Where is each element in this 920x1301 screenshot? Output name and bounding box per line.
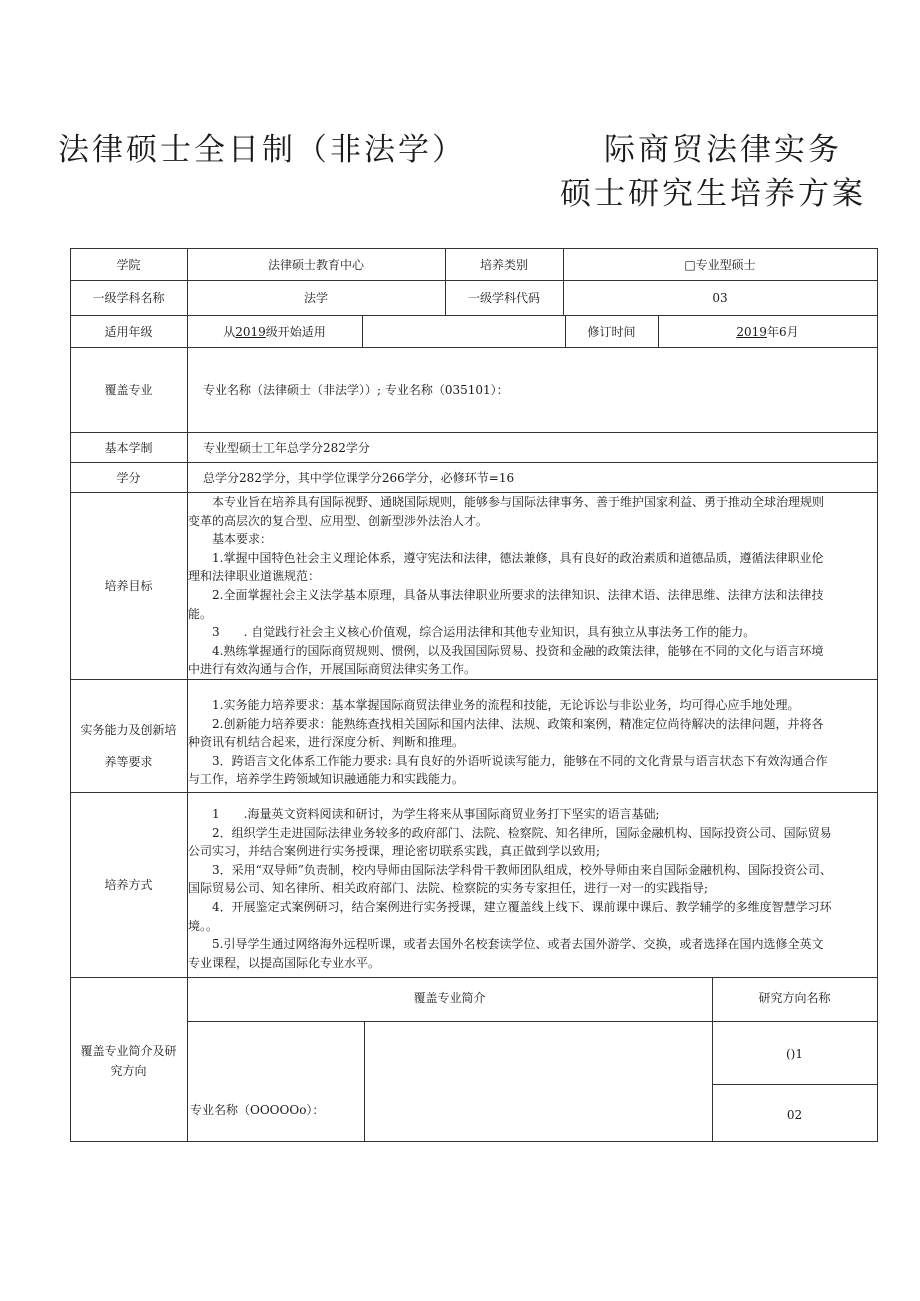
research-direction-2: 02 <box>786 1108 803 1122</box>
row-divider <box>70 432 878 433</box>
practical-innovation-text: 1.实务能力培养要求：基本掌握国际商贸法律业务的流程和技能，无论诉讼与非讼业务，均可得心应手地处理。 2.创新能力培养要求：能熟练查找相关国际和国内法律、法规、政策和案例，精准定位尚待解决的法律问题，并将各 种资讯有机结合起来，进行深度分析、判断和推理。 3．跨语言文化体系工作能力要求: 具有良好的外语听说读写能力，能够在不同的文化背景与语言状态下有效沟通合作 与工作，培养学生跨领域知识融通能力和实践能力。 <box>188 698 828 787</box>
row-divider <box>70 347 878 348</box>
header-major-intro: 覆盖专业简介 <box>413 991 486 1005</box>
col-divider <box>187 248 188 1142</box>
training-plan-table <box>70 248 878 1142</box>
page-title-line2: 硕士研究生培养方案 <box>560 176 866 212</box>
page-title-line1-right: 际商贸法律实务 <box>604 132 842 168</box>
row-divider <box>70 315 878 316</box>
header-research-direction: 研究方向名称 <box>758 991 831 1005</box>
credits-value: 总学分282学分，其中学位课学分266学分，必修环节=16 <box>203 471 515 485</box>
training-objectives-text: 本专业旨在培养具有国际视野、通晓国际规则，能够参与国际法律事务、善于维护国家利益、勇于推动全球治理规则 变革的高层次的复合型、应用型、创新型涉外法治人才。 基本要求： 1.掌握中国特色社会主义理论体系，遵守宪法和法律，德法兼修，具有良好的政治素质和道德品质，遵循法律职业伦 理和法律职业道谯规范： 2.全面掌握社会主义法学基本原理，具备从事法律职业所要求的法律知识、法律术语、法律思维、法律方法和法律技 能。 3 . 自觉践行社会主义核心价值观，综合运用法律和其他专业知识，具有独立从事法务工作的能力。 4.熟练掌握通行的国际商贸规则、惯例，以及我国国际贸易、投资和金融的政策法律，能够在不同的文化与语言环境 中进行有效沟通与合作，开展国际商贸法律实务工作。 <box>188 495 825 677</box>
label-discipline-code: 一级学科代码 <box>467 291 540 305</box>
row-divider <box>70 679 878 680</box>
table-border-top <box>70 248 878 249</box>
training-type-value: □专业型硕士 <box>684 258 756 272</box>
label-training-objectives: 培养目标 <box>104 579 153 593</box>
label-covered-majors: 覆盖专业 <box>104 383 153 397</box>
table-border-bottom <box>70 1141 878 1142</box>
row-divider <box>70 977 878 978</box>
row-divider <box>70 792 878 793</box>
label-discipline-name: 一级学科名称 <box>92 291 165 305</box>
label-training-type: 培养类别 <box>479 258 528 272</box>
table-border-right <box>877 248 878 1142</box>
major-name: 专业名称（OOOOOo）： <box>190 1103 325 1117</box>
label-majors-intro-directions: 覆盖专业简介及研 究方向 <box>80 1044 177 1078</box>
label-training-methods: 培养方式 <box>104 878 153 892</box>
training-methods-text: 1 .海量英文资料阅读和研讨，为学生将来从事国际商贸业务打下坚实的语言基础; 2．组织学生走进国际法律业务较多的政府部门、法院、检察院、知名律所，国际金融机构、国际投资公司、国际贸易 公司实习，并结合案例进行实务授课，理论密切联系实践，真正做到学以致用; 3．采用“双导师”负责制，校内导师由国际法学科骨干教师团队组成，校外导师由来自国际金融机构、国际投资公司、 国际贸易公司、知名律所、相关政府部门、法院、检察院的实务专家担任，进行一对一的实践指导; 4．开展鉴定式案例研习，结合案例进行实务授课，建立覆盖线上线下、课前课中课后、教学辅学的多维度智慧学习环 境。。 5.引导学生通过网络海外远程听课，或者去国外名校套读学位、或者去国外游学、交换，或者选择在国内选修全英文 专业课程，以提高国际化专业水平。 <box>188 807 832 970</box>
col-divider <box>362 315 363 347</box>
page-title-line1: 法律硕士全日制（非法学） <box>58 132 466 168</box>
college-value: 法律硕士教育中心 <box>267 258 364 272</box>
col-divider <box>364 1021 365 1142</box>
label-credits: 学分 <box>116 471 141 485</box>
applicable-grade-value: 从2019级开始适用 <box>223 325 326 339</box>
row-divider <box>70 462 878 463</box>
revision-time-value: 2019年6月 <box>736 325 799 339</box>
row-divider <box>187 1021 878 1022</box>
covered-majors-value: 专业名称（法律硕士（非法学））; 专业名称（035101）： <box>203 383 509 397</box>
discipline-code-value: 03 <box>712 291 728 305</box>
label-college: 学院 <box>116 258 141 272</box>
basic-schooling-value: 专业型硕士工年总学分282学分 <box>203 441 370 455</box>
row-divider <box>70 280 878 281</box>
research-direction-1: ()1 <box>786 1047 803 1061</box>
label-practical-innovation: 实务能力及创新培 养等要求 <box>80 723 177 769</box>
label-basic-schooling: 基本学制 <box>104 441 153 455</box>
label-applicable-grade: 适用年级 <box>104 325 153 339</box>
discipline-name-value: 法学 <box>303 291 328 305</box>
label-revision-time: 修订时间 <box>587 325 636 339</box>
row-divider <box>712 1084 878 1085</box>
